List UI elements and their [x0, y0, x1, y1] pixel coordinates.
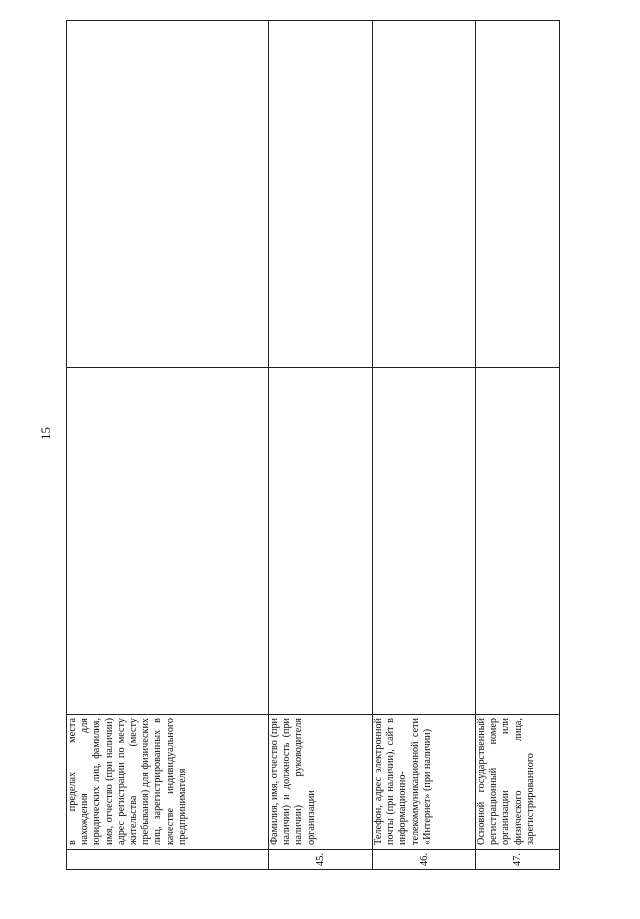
value-cell [269, 21, 373, 368]
table-row [373, 21, 476, 870]
value-cell [476, 368, 560, 715]
value-cell [476, 21, 560, 368]
row-number [67, 850, 269, 870]
row-number: 47. [476, 850, 560, 870]
row-number: 45. [269, 850, 373, 870]
value-cell [67, 368, 269, 715]
row-label: Основной государственный регистрационный номер организации или физического лица, зарегистрированного [476, 715, 560, 850]
value-cell [67, 21, 269, 368]
row-label: в пределах места нахождения для юридических лиц, фамилия, имя, отчество (при наличии) адрес регистрации по месту жительства (месту пребывания) для физических лиц, зарегистрированных в качестве индивидуального предпринимателя [67, 715, 269, 850]
row-number: 46. [373, 850, 476, 870]
value-cell [269, 368, 373, 715]
table-row [476, 21, 560, 870]
table-row [67, 21, 269, 870]
page-number: 15 [38, 427, 53, 440]
value-cell [373, 21, 476, 368]
table-row [269, 21, 373, 870]
form-table [66, 20, 559, 870]
row-label: Телефон, адрес электронной почты (при наличии), сайт в информационно-телекоммуникационной сети «Интернет» (при наличии) [373, 715, 476, 850]
row-label: Фамилия, имя, отчество (при наличии) и должность (при наличии) руководителя организации [269, 715, 373, 850]
value-cell [373, 368, 476, 715]
